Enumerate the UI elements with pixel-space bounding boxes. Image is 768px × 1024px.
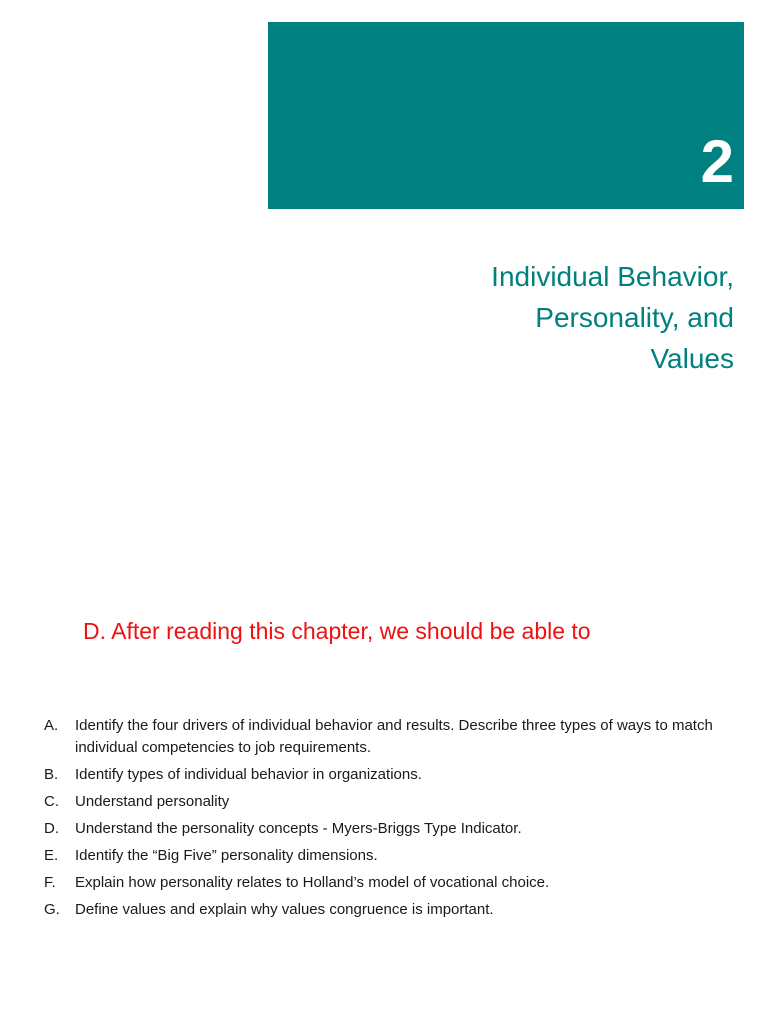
chapter-title-line: Personality, and	[535, 302, 734, 333]
objective-marker: G.	[44, 901, 60, 918]
chapter-title-line: Values	[650, 343, 734, 374]
objective-text: Understand the personality concepts - Myers-Briggs Type Indicator.	[75, 820, 522, 837]
objective-item	[44, 764, 734, 786]
objective-marker: B.	[44, 766, 59, 783]
chapter-title	[314, 256, 734, 379]
objective-marker: C.	[44, 793, 59, 810]
objective-item	[44, 899, 734, 921]
chapter-number: 2	[700, 128, 734, 195]
objective-item	[44, 845, 734, 867]
objective-item	[44, 715, 734, 759]
objective-marker: F.	[44, 874, 56, 891]
chapter-banner	[268, 22, 744, 209]
objective-marker: E.	[44, 847, 59, 864]
objectives-list	[44, 715, 734, 926]
objective-text: Define values and explain why values congruence is important.	[75, 901, 494, 918]
objective-text: Explain how personality relates to Holland’s model of vocational choice.	[75, 874, 550, 891]
objective-text: Identify the four drivers of individual behavior and results. Describe three types of ways to match individual competencies to job requirements.	[75, 717, 713, 756]
objective-item	[44, 791, 734, 813]
chapter-title-line: Individual Behavior,	[491, 261, 734, 292]
objective-item	[44, 872, 734, 894]
objective-text: Understand personality	[75, 793, 230, 810]
objective-marker: A.	[44, 717, 59, 734]
objective-marker: D.	[44, 820, 59, 837]
objective-text: Identify the “Big Five” personality dimensions.	[75, 847, 378, 864]
objectives-heading: D. After reading this chapter, we should be able to	[83, 618, 591, 644]
objective-item	[44, 818, 734, 840]
objective-text: Identify types of individual behavior in organizations.	[75, 766, 422, 783]
